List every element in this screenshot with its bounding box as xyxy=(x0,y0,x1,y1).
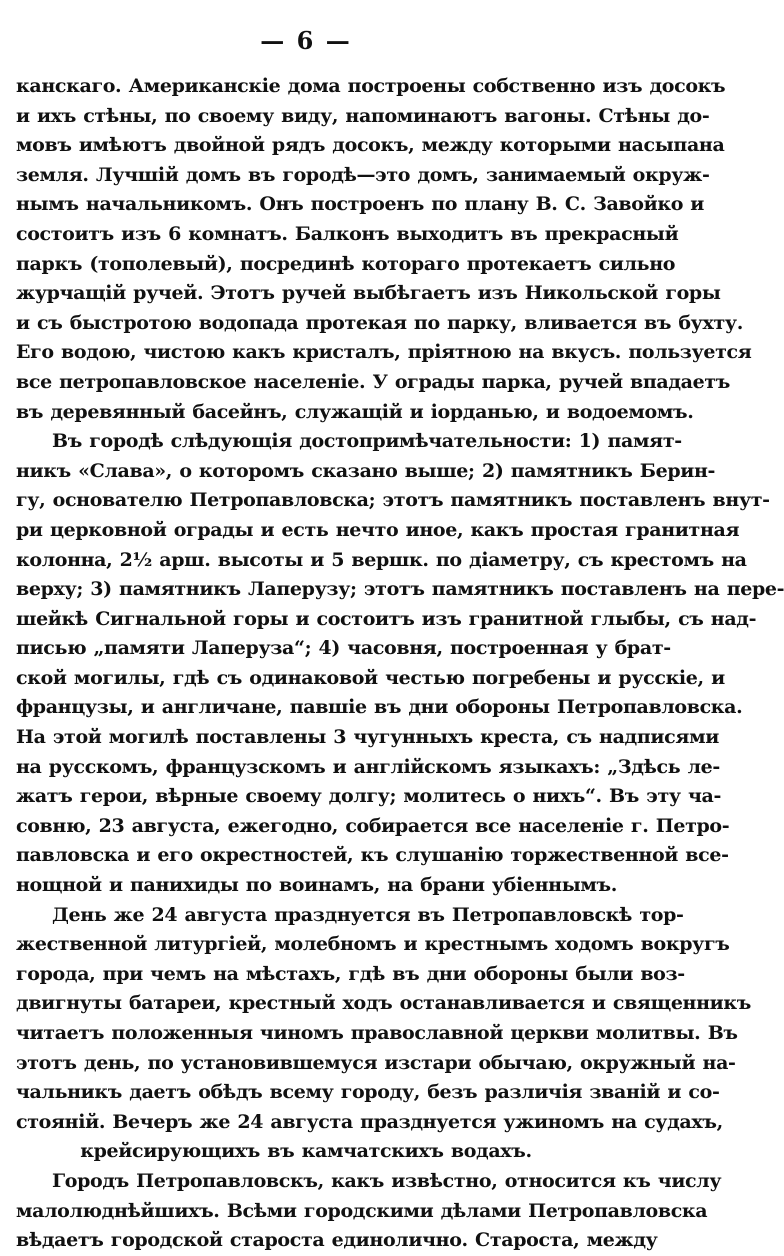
text-line: жатъ герои, вѣрные своему долгу; молитесь о нихъ“. Въ эту ча- xyxy=(16,785,722,808)
text-line: На этой могилѣ поставлены 3 чугунныхъ креста, съ надписями xyxy=(16,726,719,749)
text-line: шейкѣ Сигнальной горы и состоитъ изъ гранитной глыбы, съ над- xyxy=(16,607,757,630)
paragraph-first-line: Городъ Петропавловскъ, какъ извѣстно, относится къ числу xyxy=(52,1169,722,1192)
text-line: колонна, 2½ арш. высоты и 5 вершк. по дiаметру, съ крестомъ на xyxy=(16,548,747,571)
text-line: въ деревянный басейнъ, служащiй и iорданью, и водоемомъ. xyxy=(16,400,694,423)
text-line: ри церковной ограды и есть нечто иное, какъ простая гранитная xyxy=(16,518,740,541)
page-number: — 6 — xyxy=(260,26,352,55)
paragraph-first-line: Въ городѣ слѣдующiя достопримѣчательности: 1) памят- xyxy=(52,430,682,453)
text-line: павловска и его окрестностей, къ слушанiю торжественной все- xyxy=(16,844,729,867)
text-line: вѣдаетъ городской староста единолично. Староста, между xyxy=(16,1229,658,1252)
text-line: гу, основателю Петропавловска; этотъ памятникъ поставленъ внут- xyxy=(16,489,770,512)
text-line: все петропавловское населенiе. У ограды парка, ручей впадаетъ xyxy=(16,370,731,393)
paragraph-first-line: День же 24 августа празднуется въ Петропавловскѣ тор- xyxy=(52,903,684,926)
text-line: писью „памяти Лаперуза“; 4) часовня, построенная у брат- xyxy=(16,637,671,660)
text-line: этотъ день, по установившемуся изстари обычаю, окружный на- xyxy=(16,1051,736,1074)
text-line: никъ «Слава», о которомъ сказано выше; 2) памятникъ Берин- xyxy=(16,459,716,482)
text-line: крейсирующихъ въ камчатскихъ водахъ. xyxy=(80,1140,532,1163)
text-line: паркъ (тополевый), посрединѣ котораго протекаетъ сильно xyxy=(16,252,676,275)
text-line: читаетъ положенныя чиномъ православной церкви молитвы. Въ xyxy=(16,1022,738,1044)
text-line: стоянiй. Вечеръ же 24 августа празднуется ужиномъ на судахъ, xyxy=(16,1110,723,1133)
text-line: верху; 3) памятникъ Лаперузу; этотъ памятникъ поставленъ на пере- xyxy=(16,578,784,601)
text-line: нощной и панихиды по воинамъ, на брани убiеннымъ. xyxy=(16,874,618,897)
text-line: ской могилы, гдѣ съ одинаковой честью погребены и русскiе, и xyxy=(16,666,725,689)
text-line: жественной литургiей, молебномъ и крестнымъ ходомъ вокругъ xyxy=(16,933,730,956)
text-line: состоитъ изъ 6 комнатъ. Балконъ выходитъ въ прекрасный xyxy=(16,222,679,245)
text-line: города, при чемъ на мѣстахъ, гдѣ въ дни обороны были воз- xyxy=(16,962,685,985)
text-line: на русскомъ, французскомъ и англiйскомъ языкахъ: „Здѣсь ле- xyxy=(16,755,720,778)
text-line: и ихъ стѣны, по своему виду, напоминаютъ вагоны. Стѣны до- xyxy=(16,104,710,127)
body-text xyxy=(16,72,784,1256)
text-line: Его водою, чистою какъ кристалъ, прiятною на вкусъ. пользуется xyxy=(16,341,752,364)
text-line: земля. Лучшiй домъ въ городѣ—это домъ, занимаемый окруж- xyxy=(16,163,710,186)
text-line: мовъ имѣютъ двойной рядъ досокъ, между которыми насыпана xyxy=(16,134,725,157)
text-line: и съ быстротою водопада протекая по парку, вливается въ бухту. xyxy=(16,311,743,334)
text-line: канскаго. Американскiе дома построены собственно изъ досокъ xyxy=(16,75,726,97)
text-line: французы, и англичане, павшiе въ дни обороны Петропавловска. xyxy=(16,696,743,719)
text-line: чальникъ даетъ обѣдъ всему городу, безъ различiя званiй и со- xyxy=(16,1081,720,1104)
text-line: нымъ начальникомъ. Онъ построенъ по плану В. С. Завойко и xyxy=(16,193,705,216)
text-line: двигнуты батареи, крестный ходъ останавливается и священникъ xyxy=(16,992,752,1015)
text-line: совню, 23 августа, ежегодно, собирается все населенiе г. Петро- xyxy=(16,814,730,837)
text-line: малолюднѣйшихъ. Всѣми городскими дѣлами Петропавловска xyxy=(16,1199,708,1222)
text-line: журчащiй ручей. Этотъ ручей выбѣгаетъ изъ Никольской горы xyxy=(16,282,721,305)
